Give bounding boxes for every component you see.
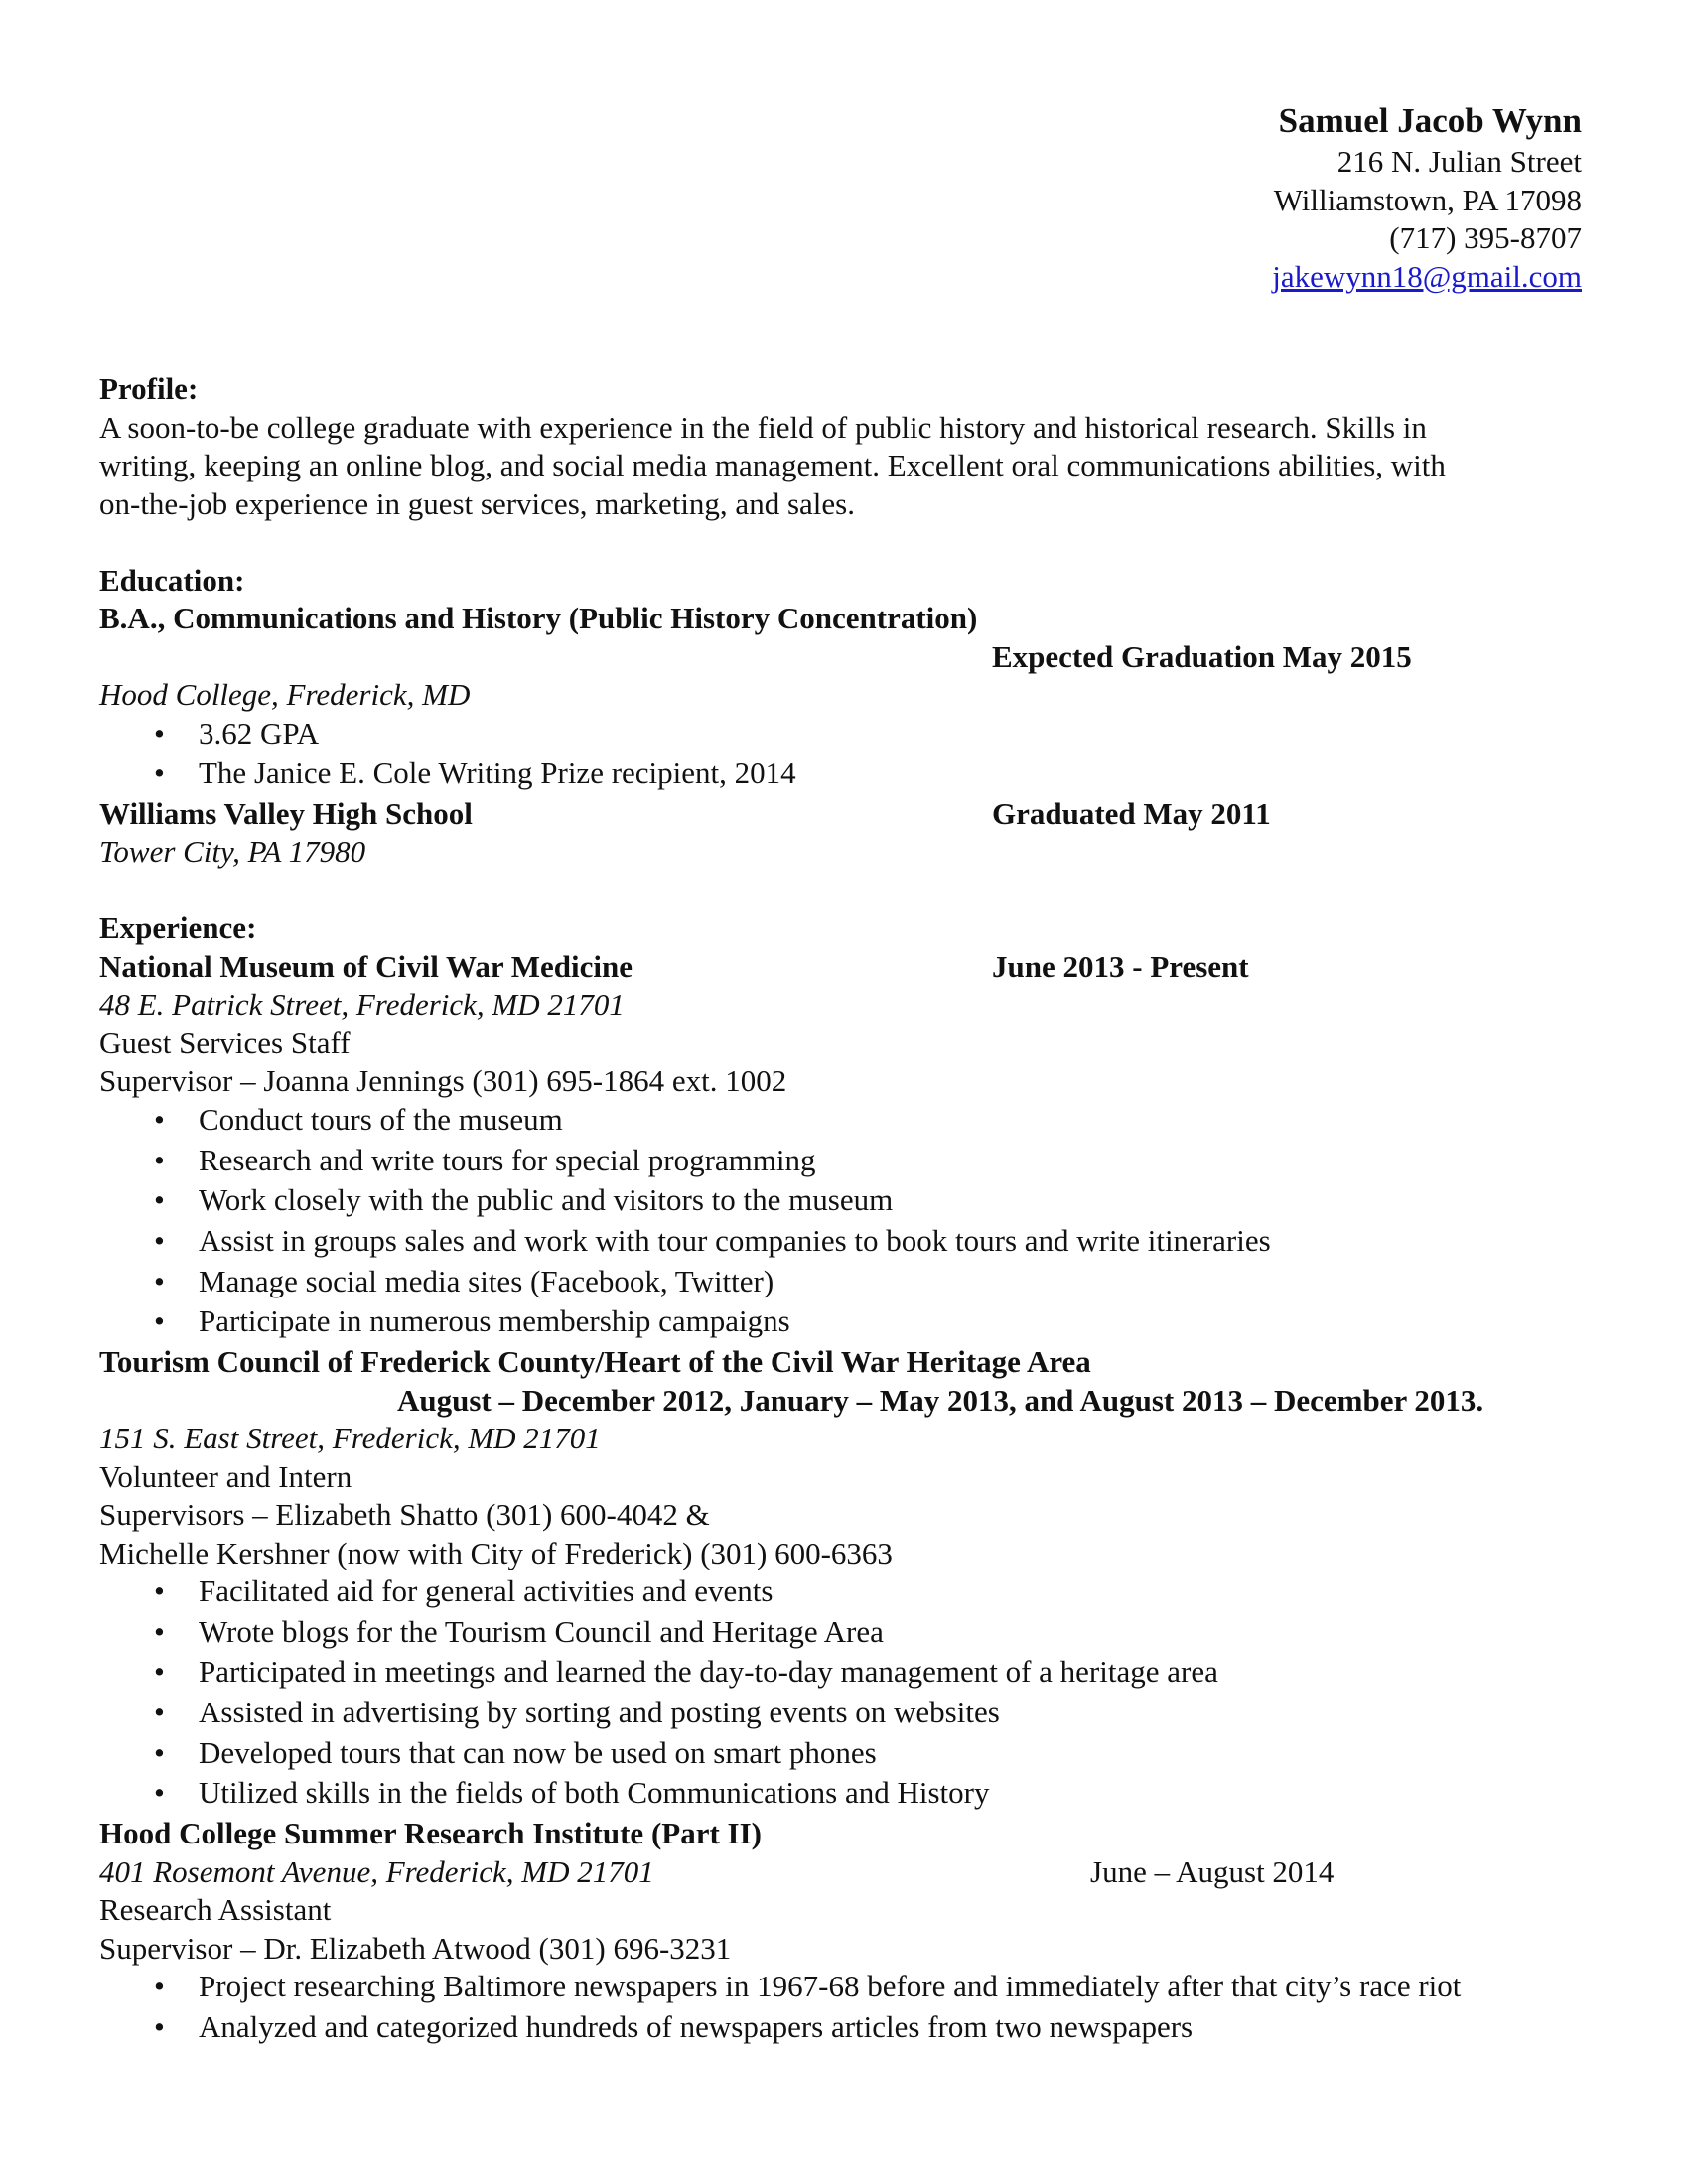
- profile-line: writing, keeping an online blog, and social media management. Excellent oral communications abilities, with: [99, 448, 1446, 482]
- list-item: [99, 1263, 1589, 1303]
- list-item-text: Conduct tours of the museum: [199, 1101, 563, 1137]
- list-item-text: Assisted in advertising by sorting and posting events on websites: [199, 1695, 1000, 1730]
- list-item-text: Utilized skills in the fields of both Communications and History: [199, 1775, 990, 1811]
- job-address: 48 E. Patrick Street, Frederick, MD 21701: [99, 987, 625, 1023]
- degree-date: Expected Graduation May 2015: [992, 638, 1412, 674]
- list-item-text: Research and write tours for special programming: [199, 1142, 816, 1177]
- bullet-icon: •: [154, 1303, 165, 1339]
- college-name: Hood College, Frederick, MD: [99, 677, 471, 712]
- list-item-text: Project researching Baltimore newspapers in 1967-68 before and immediately after that city’s race riot: [199, 1969, 1462, 2004]
- highschool-date: Graduated May 2011: [992, 795, 1271, 831]
- list-item-text: Wrote blogs for the Tourism Council and Heritage Area: [199, 1613, 884, 1649]
- bullet-icon: •: [154, 1969, 165, 2004]
- job-address: 401 Rosemont Avenue, Frederick, MD 21701: [99, 1853, 654, 1889]
- list-item-text: The Janice E. Cole Writing Prize recipient, 2014: [199, 755, 796, 791]
- job-dates: June 2013 - Present: [992, 948, 1249, 984]
- degree-title: B.A., Communications and History (Public History Concentration): [99, 601, 978, 635]
- bullet-icon: •: [154, 1695, 165, 1730]
- contact-header: [1272, 99, 1582, 296]
- resume-body: [99, 370, 1589, 2049]
- bullet-icon: •: [154, 2008, 165, 2044]
- job-role: Research Assistant: [99, 1892, 332, 1928]
- city-state-zip: Williamstown, PA 17098: [1273, 182, 1582, 217]
- profile-heading: Profile:: [99, 371, 199, 406]
- list-item: [99, 1968, 1589, 2008]
- education-heading: Education:: [99, 562, 245, 598]
- job-supervisor: Supervisor – Joanna Jennings (301) 695-1864 ext. 1002: [99, 1063, 787, 1099]
- bullet-icon: •: [154, 1142, 165, 1177]
- street-address: 216 N. Julian Street: [1336, 144, 1582, 179]
- list-item-text: Work closely with the public and visitors to the museum: [199, 1182, 894, 1218]
- highschool-location: Tower City, PA 17980: [99, 834, 366, 870]
- job-role: Guest Services Staff: [99, 1024, 351, 1060]
- job-address: 151 S. East Street, Frederick, MD 21701: [99, 1421, 601, 1455]
- job-organization: Hood College Summer Research Institute (Part II): [99, 1816, 762, 1851]
- job-role: Volunteer and Intern: [99, 1458, 352, 1494]
- list-item: [99, 1572, 1589, 1613]
- experience-heading: Experience:: [99, 910, 257, 946]
- job-supervisor: Michelle Kershner (now with City of Frederick) (301) 600-6363: [99, 1535, 893, 1570]
- list-item: [99, 715, 1589, 755]
- list-item: [99, 2008, 1589, 2049]
- bullet-icon: •: [154, 1182, 165, 1218]
- list-item-text: Manage social media sites (Facebook, Twitter): [199, 1263, 774, 1298]
- list-item-text: Participate in numerous membership campaigns: [199, 1303, 790, 1339]
- bullet-icon: •: [154, 715, 165, 751]
- list-item: [99, 1734, 1589, 1775]
- bullet-icon: •: [154, 1734, 165, 1770]
- email-link[interactable]: jakewynn18@gmail.com: [1272, 258, 1582, 294]
- bullet-icon: •: [154, 1263, 165, 1298]
- highschool-name: Williams Valley High School: [99, 795, 473, 831]
- bullet-icon: •: [154, 1613, 165, 1649]
- list-item: [99, 1774, 1589, 1815]
- bullet-icon: •: [154, 1573, 165, 1608]
- list-item-text: Assist in groups sales and work with tour companies to book tours and write itineraries: [199, 1222, 1271, 1258]
- list-item: [99, 1222, 1589, 1263]
- job-organization: National Museum of Civil War Medicine: [99, 948, 633, 984]
- job-organization: Tourism Council of Frederick County/Heart of the Civil War Heritage Area: [99, 1344, 1091, 1379]
- list-item: [99, 1302, 1589, 1343]
- list-item: [99, 1142, 1589, 1182]
- list-item-text: Facilitated aid for general activities and events: [199, 1573, 774, 1608]
- profile-line: on-the-job experience in guest services, marketing, and sales.: [99, 485, 855, 521]
- list-item: [99, 1694, 1589, 1734]
- job-dates: June – August 2014: [1090, 1853, 1335, 1889]
- list-item: [99, 1181, 1589, 1222]
- list-item: [99, 1101, 1589, 1142]
- profile-line: A soon-to-be college graduate with experience in the field of public history and historical research. Skills in: [99, 409, 1427, 445]
- list-item-text: Participated in meetings and learned the day-to-day management of a heritage area: [199, 1654, 1218, 1690]
- list-item-text: Analyzed and categorized hundreds of newspapers articles from two newspapers: [199, 2008, 1194, 2044]
- bullet-icon: •: [154, 1101, 165, 1137]
- list-item: [99, 754, 1589, 795]
- job-dates: August – December 2012, January – May 2013, and August 2013 – December 2013.: [397, 1382, 1484, 1418]
- job-supervisor: Supervisor – Dr. Elizabeth Atwood (301) 696-3231: [99, 1930, 732, 1966]
- list-item-text: Developed tours that can now be used on smart phones: [199, 1734, 877, 1770]
- list-item: [99, 1653, 1589, 1694]
- phone-number: (717) 395-8707: [1389, 220, 1582, 255]
- bullet-icon: •: [154, 1222, 165, 1258]
- bullet-icon: •: [154, 755, 165, 791]
- list-item: [99, 1613, 1589, 1654]
- list-item-text: 3.62 GPA: [199, 715, 320, 751]
- job-supervisor: Supervisors – Elizabeth Shatto (301) 600-4042 &: [99, 1497, 710, 1532]
- applicant-name: Samuel Jacob Wynn: [1278, 101, 1582, 140]
- bullet-icon: •: [154, 1654, 165, 1690]
- bullet-icon: •: [154, 1775, 165, 1811]
